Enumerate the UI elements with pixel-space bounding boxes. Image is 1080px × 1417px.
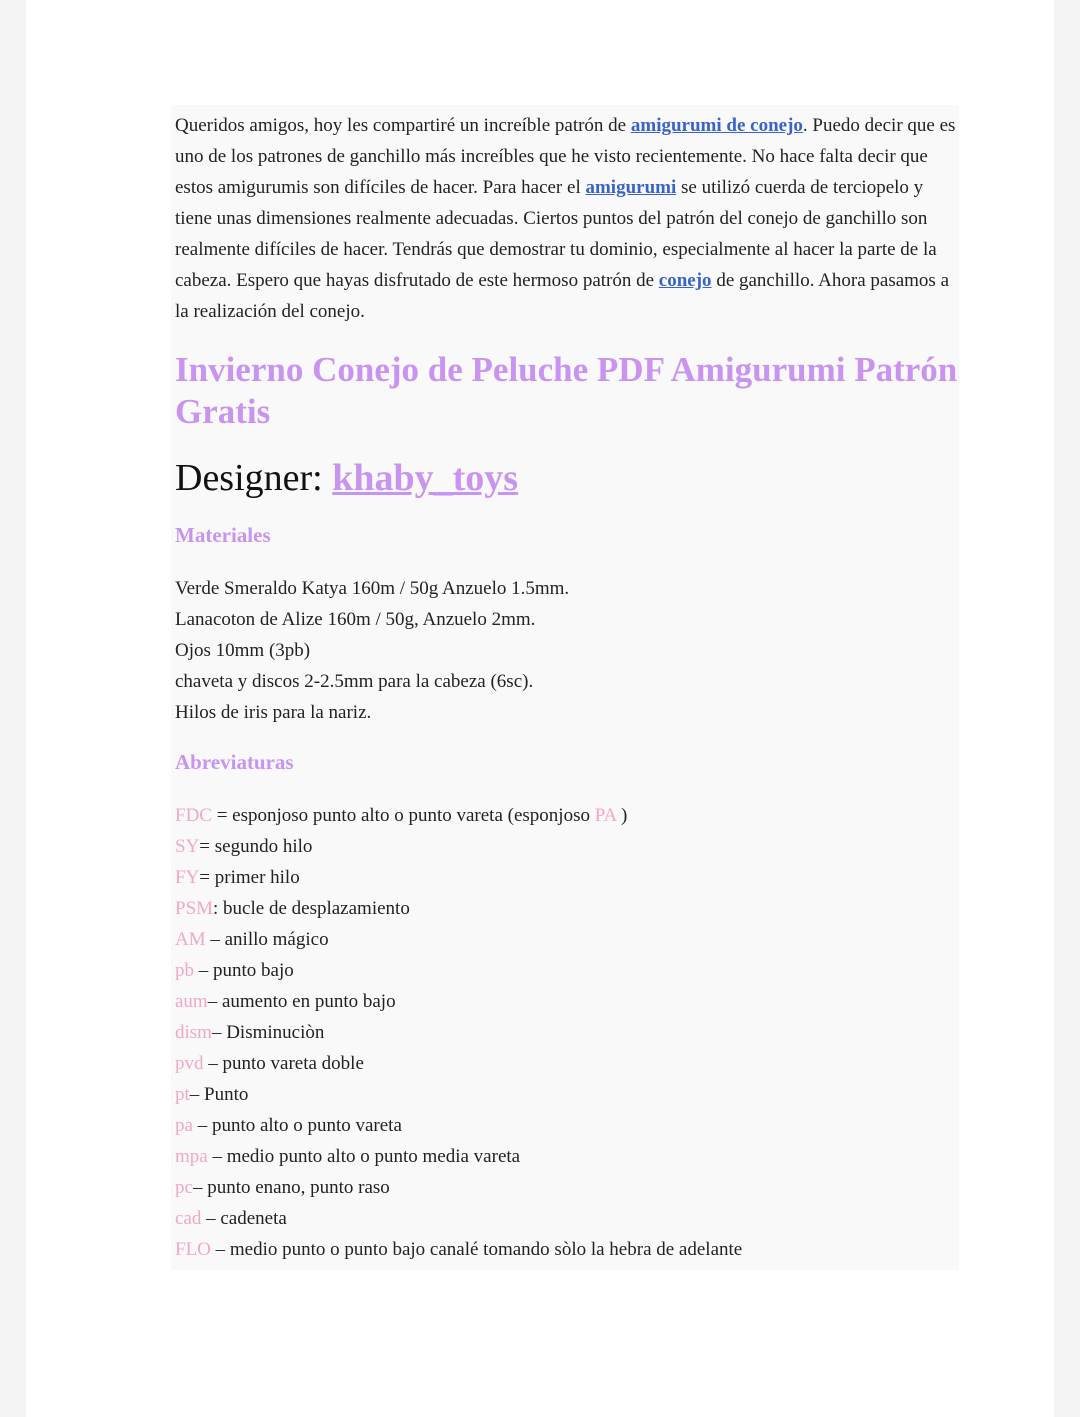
designer-label: Designer: bbox=[175, 457, 333, 499]
abbreviation-definition: = esponjoso punto alto o punto vareta (esponjoso bbox=[211, 805, 595, 826]
abbreviation-definition: : bucle de desplazamiento bbox=[213, 898, 410, 919]
abbreviation-definition: ) bbox=[616, 805, 628, 826]
abbreviation-definition: – Disminuciòn bbox=[211, 1022, 325, 1043]
intro-text: . Puedo decir que es uno de los patrones de ganchillo más increíbles que he visto recientemente. No hace falta decir que estos amigurumis son difíciles de hacer. Para hacer el bbox=[175, 115, 956, 198]
materials-item: Hilos de iris para la nariz. bbox=[175, 702, 372, 723]
abbreviation-code: SY bbox=[175, 836, 200, 857]
abbreviation-definition: – anillo mágico bbox=[205, 929, 329, 950]
materials-item: Ojos 10mm (3pb) bbox=[175, 640, 311, 661]
abbreviation-item bbox=[175, 986, 959, 1017]
abbreviation-code: pc bbox=[175, 1177, 193, 1198]
abbreviation-code: FY bbox=[175, 867, 200, 888]
abbreviation-definition: = primer hilo bbox=[199, 867, 300, 888]
link-amigurumi[interactable]: amigurumi bbox=[585, 177, 677, 198]
abbreviations-list bbox=[175, 800, 959, 1265]
abbreviation-definition: – punto vareta doble bbox=[203, 1053, 364, 1074]
page-title: Invierno Conejo de Peluche PDF Amigurumi Patrón Gratis bbox=[175, 350, 958, 431]
abbreviation-item bbox=[175, 1110, 959, 1141]
abbreviation-item bbox=[175, 1234, 959, 1265]
abbreviation-code: pa bbox=[175, 1115, 193, 1136]
abbreviation-item bbox=[175, 1141, 959, 1172]
materials-list bbox=[175, 573, 959, 728]
materials-item: chaveta y discos 2-2.5mm para la cabeza (6sc). bbox=[175, 671, 534, 692]
abbreviation-code: FDC bbox=[175, 805, 212, 826]
abbreviation-definition: – Punto bbox=[189, 1084, 249, 1105]
materials-item: Verde Smeraldo Katya 160m / 50g Anzuelo 1.5mm. bbox=[175, 578, 570, 599]
link-amigurumi-de-conejo[interactable]: amigurumi de conejo bbox=[630, 115, 803, 136]
abbreviation-item bbox=[175, 1203, 959, 1234]
abbreviation-code: FLO bbox=[175, 1239, 211, 1260]
abbreviation-item bbox=[175, 1172, 959, 1203]
page bbox=[26, 0, 1054, 1417]
abbreviation-code: pt bbox=[175, 1084, 190, 1105]
abbreviation-item bbox=[175, 862, 959, 893]
abbreviation-item bbox=[175, 1048, 959, 1079]
abbreviation-item bbox=[175, 955, 959, 986]
abbreviation-code: pvd bbox=[175, 1053, 204, 1074]
abbreviation-item bbox=[175, 1017, 959, 1048]
abbreviation-definition: = segundo hilo bbox=[199, 836, 313, 857]
abbreviation-definition: – medio punto o punto bajo canalé tomando sòlo la hebra de adelante bbox=[210, 1239, 743, 1260]
abbreviation-code: AM bbox=[175, 929, 206, 950]
intro-text: de ganchillo. Ahora pasamos a la realización del conejo. bbox=[175, 270, 949, 322]
abbreviation-code: PA bbox=[594, 805, 617, 826]
abbreviation-code: cad bbox=[175, 1208, 202, 1229]
materials-heading: Materiales bbox=[175, 523, 271, 547]
article-content bbox=[171, 105, 959, 1270]
abbreviation-definition: – punto alto o punto vareta bbox=[192, 1115, 402, 1136]
abbreviation-item bbox=[175, 924, 959, 955]
intro-text: Queridos amigos, hoy les compartiré un increíble patrón de bbox=[175, 115, 631, 136]
abbreviation-definition: – punto bajo bbox=[194, 960, 294, 981]
abbreviation-definition: – punto enano, punto raso bbox=[192, 1177, 390, 1198]
link-conejo[interactable]: conejo bbox=[658, 270, 712, 291]
designer-link[interactable]: khaby_toys bbox=[332, 457, 519, 499]
abbreviation-definition: – aumento en punto bajo bbox=[207, 991, 396, 1012]
intro-paragraph bbox=[175, 110, 959, 327]
abbreviation-definition: – medio punto alto o punto media vareta bbox=[207, 1146, 521, 1167]
abbreviation-code: mpa bbox=[175, 1146, 208, 1167]
abbreviation-item bbox=[175, 800, 959, 831]
abbreviation-code: aum bbox=[175, 991, 208, 1012]
designer-heading bbox=[175, 455, 959, 501]
abbreviations-heading: Abreviaturas bbox=[175, 750, 294, 774]
abbreviation-code: dism bbox=[175, 1022, 212, 1043]
abbreviation-code: PSM bbox=[175, 898, 214, 919]
abbreviation-item bbox=[175, 893, 959, 924]
abbreviation-item bbox=[175, 831, 959, 862]
abbreviation-item bbox=[175, 1079, 959, 1110]
abbreviation-code: pb bbox=[175, 960, 194, 981]
abbreviation-definition: – cadeneta bbox=[201, 1208, 287, 1229]
intro-text: se utilizó cuerda de terciopelo y tiene unas dimensiones realmente adecuadas. Ciertos puntos del patrón del conejo de ganchillo son realmente difíciles de hacer. Tendrás que demostrar tu dominio, especialmente al hacer la parte de la cabeza. Espero que hayas disfrutado de este hermoso patrón de bbox=[175, 177, 937, 291]
materials-item: Lanacoton de Alize 160m / 50g, Anzuelo 2mm. bbox=[175, 609, 536, 630]
